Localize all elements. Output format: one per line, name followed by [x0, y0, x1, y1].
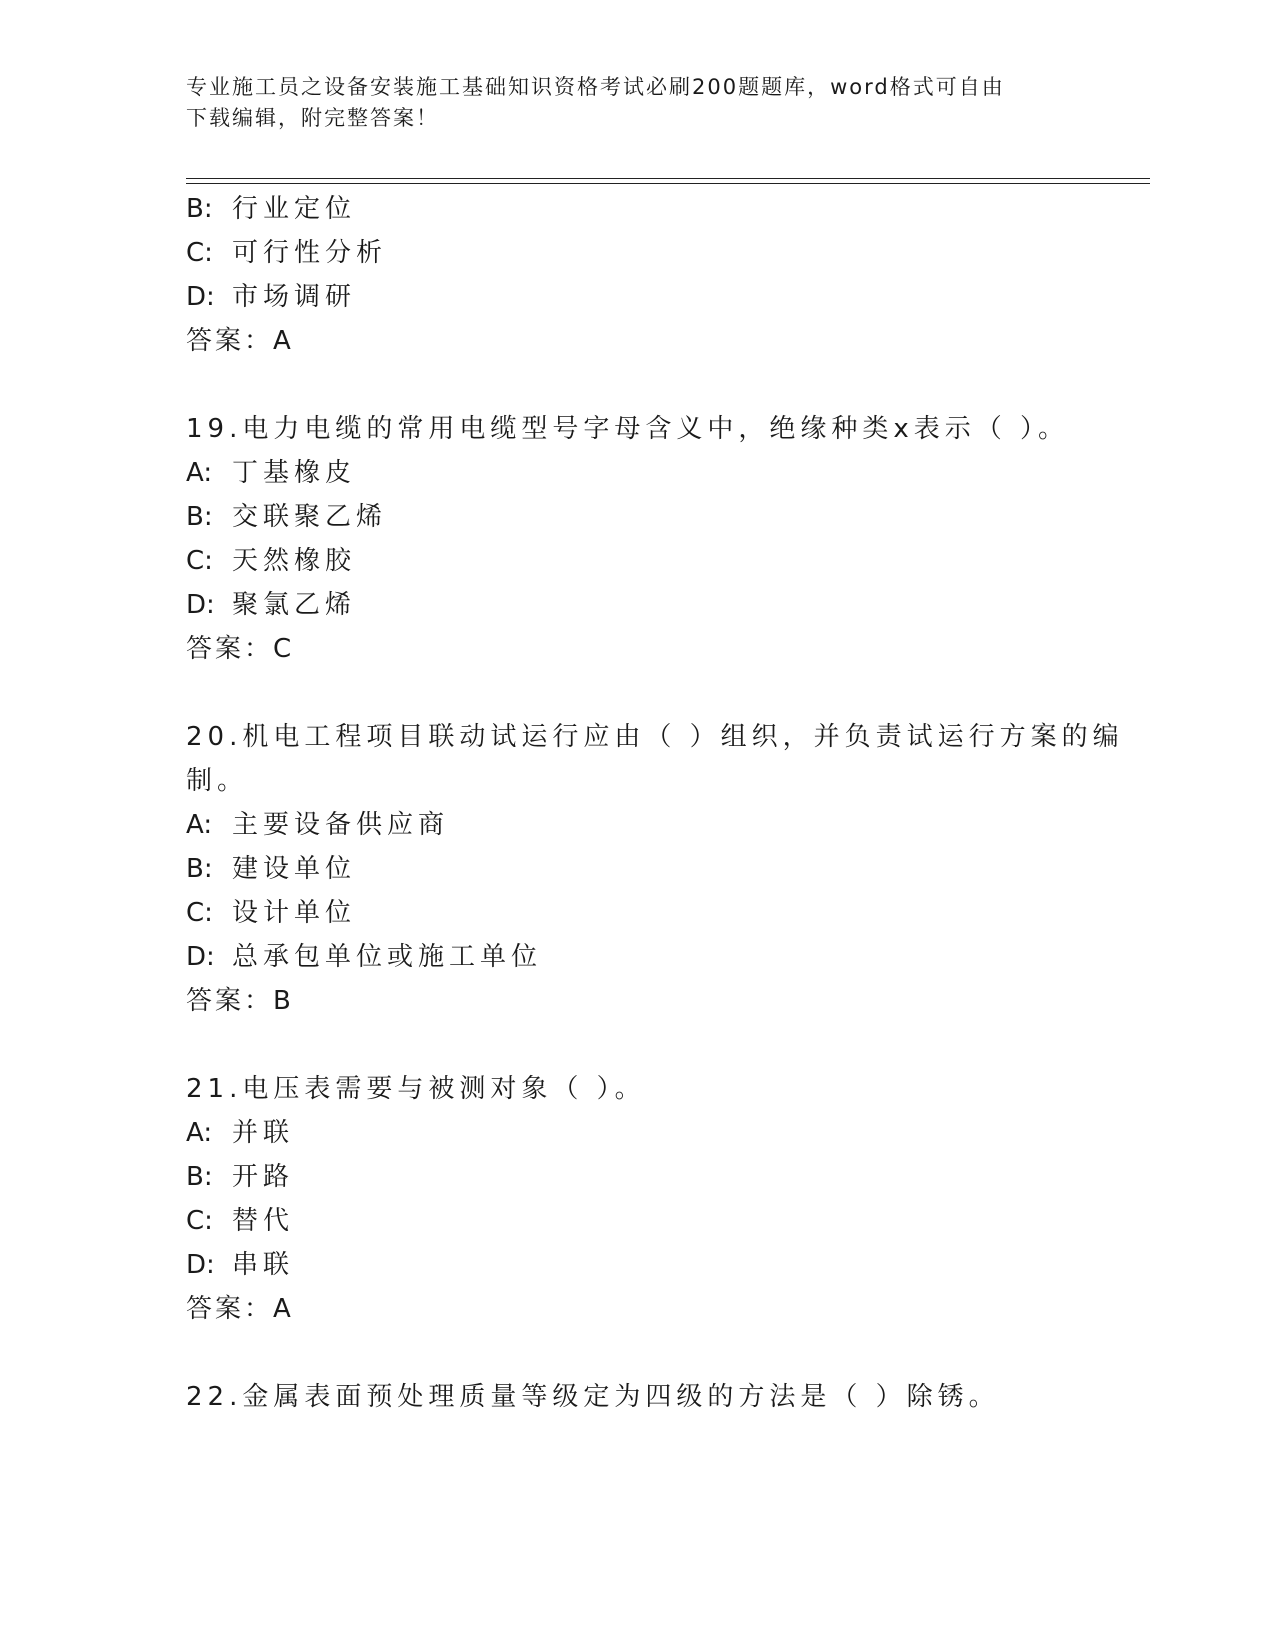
header-divider-bottom: [186, 183, 1150, 184]
question-19-stem: 19.电力电缆的常用电缆型号字母含义中，绝缘种类x表示（ ）。: [186, 414, 1070, 444]
option-d: D: 聚氯乙烯: [186, 590, 357, 620]
header-line-1: 专业施工员之设备安装施工基础知识资格考试必刷200题题库，word格式可自由: [186, 75, 1005, 99]
option-d: D: 总承包单位或施工单位: [186, 942, 543, 972]
answer-line: 答案：A: [186, 326, 294, 356]
question-20-stem-continued: 制。: [186, 766, 249, 796]
option-b: B: 建设单位: [186, 854, 357, 884]
option-d: D: 串联: [186, 1250, 295, 1280]
option-b: B: 行业定位: [186, 194, 357, 224]
answer-line: 答案：C: [186, 634, 295, 664]
question-20-stem: 20.机电工程项目联动试运行应由（ ）组织，并负责试运行方案的编: [186, 722, 1124, 752]
option-a: A: 主要设备供应商: [186, 810, 450, 840]
question-21-stem: 21.电压表需要与被测对象（ ）。: [186, 1074, 646, 1104]
option-a: A: 并联: [186, 1118, 295, 1148]
option-a: A: 丁基橡皮: [186, 458, 357, 488]
answer-line: 答案：A: [186, 1294, 294, 1324]
option-c: C: 天然橡胶: [186, 546, 357, 576]
option-c: C: 替代: [186, 1206, 295, 1236]
option-d: D: 市场调研: [186, 282, 357, 312]
answer-line: 答案：B: [186, 986, 294, 1016]
header-line-2: 下载编辑，附完整答案！: [186, 106, 439, 130]
question-22-stem: 22.金属表面预处理质量等级定为四级的方法是（ ）除锈。: [186, 1382, 1000, 1412]
header-divider-top: [186, 178, 1150, 179]
option-c: C: 设计单位: [186, 898, 357, 928]
option-b: B: 交联聚乙烯: [186, 502, 388, 532]
document-header: [186, 72, 1066, 134]
option-b: B: 开路: [186, 1162, 295, 1192]
option-c: C: 可行性分析: [186, 238, 388, 268]
